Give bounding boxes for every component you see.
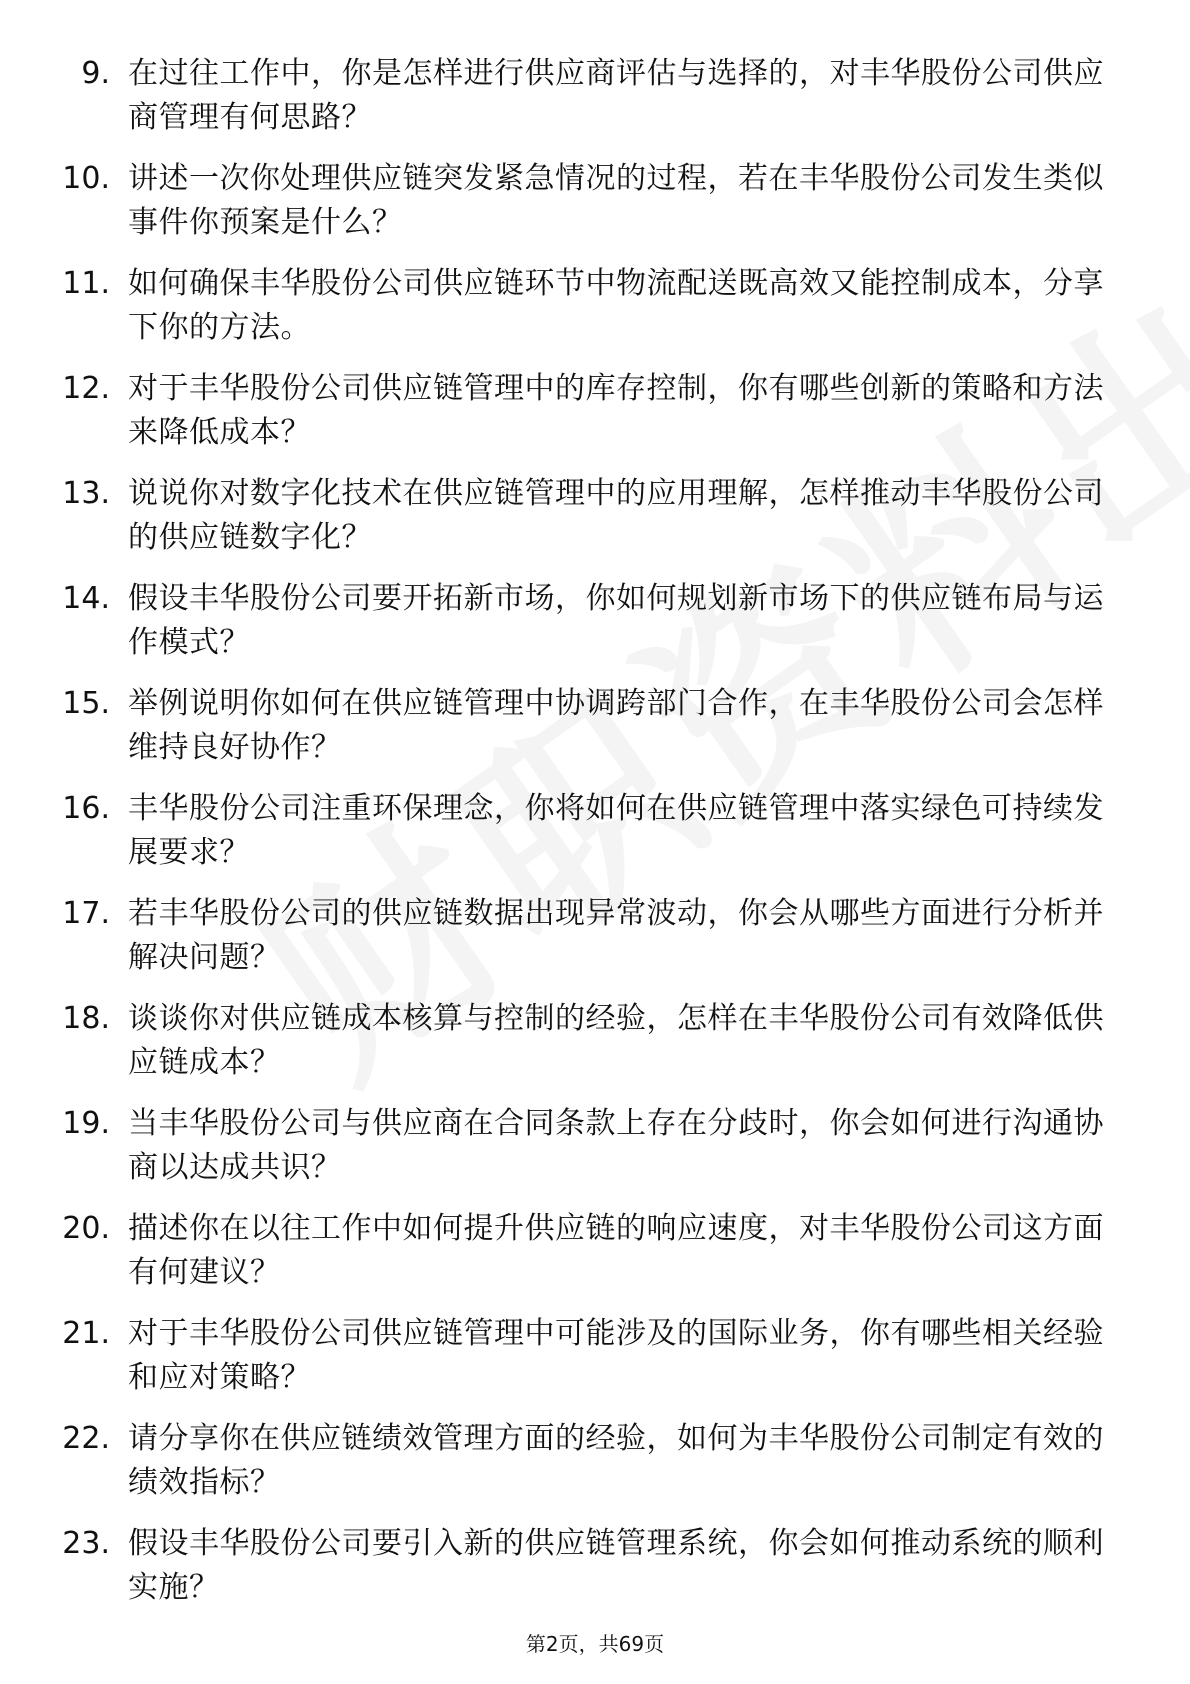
list-item bbox=[0, 52, 1190, 157]
list-item bbox=[0, 157, 1190, 262]
question-number: 18. bbox=[62, 1001, 110, 1036]
question-text: 讲述一次你处理供应链突发紧急情况的过程，若在丰华股份公司发生类似事件你预案是什么？ bbox=[128, 161, 1104, 240]
question-number: 11. bbox=[62, 266, 110, 301]
question-text: 假设丰华股份公司要引入新的供应链管理系统，你会如何推动系统的顺利实施？ bbox=[128, 1526, 1104, 1605]
list-item bbox=[0, 1522, 1190, 1627]
question-number: 10. bbox=[62, 161, 110, 196]
list-item bbox=[0, 367, 1190, 472]
question-number: 22. bbox=[62, 1421, 110, 1456]
page-number: 第2页，共69页 bbox=[525, 1632, 665, 1656]
question-text: 当丰华股份公司与供应商在合同条款上存在分歧时，你会如何进行沟通协商以达成共识？ bbox=[128, 1106, 1104, 1185]
question-number: 14. bbox=[62, 581, 110, 616]
question-text: 丰华股份公司注重环保理念，你将如何在供应链管理中落实绿色可持续发展要求？ bbox=[128, 791, 1104, 870]
question-text: 对于丰华股份公司供应链管理中的库存控制，你有哪些创新的策略和方法来降低成本？ bbox=[128, 371, 1104, 450]
question-text: 若丰华股份公司的供应链数据出现异常波动，你会从哪些方面进行分析并解决问题？ bbox=[128, 896, 1104, 975]
question-number: 12. bbox=[62, 371, 110, 406]
list-item bbox=[0, 1417, 1190, 1522]
question-text: 举例说明你如何在供应链管理中协调跨部门合作，在丰华股份公司会怎样维持良好协作？ bbox=[128, 686, 1104, 765]
question-number: 21. bbox=[62, 1316, 110, 1351]
list-item bbox=[0, 787, 1190, 892]
question-text: 在过往工作中，你是怎样进行供应商评估与选择的，对丰华股份公司供应商管理有何思路？ bbox=[128, 56, 1104, 135]
question-text: 说说你对数字化技术在供应链管理中的应用理解，怎样推动丰华股份公司的供应链数字化？ bbox=[128, 476, 1104, 555]
list-item bbox=[0, 472, 1190, 577]
question-text: 对于丰华股份公司供应链管理中可能涉及的国际业务，你有哪些相关经验和应对策略？ bbox=[128, 1316, 1104, 1395]
question-text: 谈谈你对供应链成本核算与控制的经验，怎样在丰华股份公司有效降低供应链成本？ bbox=[128, 1001, 1104, 1080]
question-text: 请分享你在供应链绩效管理方面的经验，如何为丰华股份公司制定有效的绩效指标？ bbox=[128, 1421, 1104, 1500]
list-item bbox=[0, 262, 1190, 367]
list-item bbox=[0, 682, 1190, 787]
question-number: 19. bbox=[62, 1106, 110, 1141]
list-item bbox=[0, 1312, 1190, 1417]
list-item bbox=[0, 892, 1190, 997]
question-text: 如何确保丰华股份公司供应链环节中物流配送既高效又能控制成本，分享下你的方法。 bbox=[128, 266, 1104, 345]
question-text: 假设丰华股份公司要开拓新市场，你如何规划新市场下的供应链布局与运作模式？ bbox=[128, 581, 1104, 660]
list-item bbox=[0, 577, 1190, 682]
question-text: 描述你在以往工作中如何提升供应链的响应速度，对丰华股份公司这方面有何建议？ bbox=[128, 1211, 1104, 1290]
question-number: 9. bbox=[81, 56, 110, 91]
question-number: 23. bbox=[62, 1526, 110, 1561]
question-number: 16. bbox=[62, 791, 110, 826]
question-number: 17. bbox=[62, 896, 110, 931]
list-item bbox=[0, 1102, 1190, 1207]
list-item bbox=[0, 997, 1190, 1102]
question-list bbox=[0, 52, 1190, 1627]
list-item bbox=[0, 1207, 1190, 1312]
question-number: 13. bbox=[62, 476, 110, 511]
question-number: 15. bbox=[62, 686, 110, 721]
question-number: 20. bbox=[62, 1211, 110, 1246]
